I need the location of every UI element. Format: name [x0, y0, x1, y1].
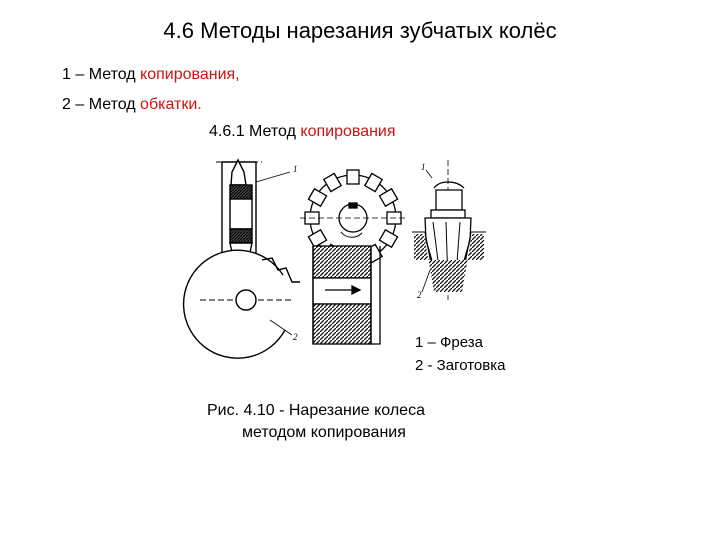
callout-label: 1: [293, 164, 298, 174]
callout-label: 2: [417, 290, 422, 300]
slide-title: 4.6 Методы нарезания зубчатых колёс: [163, 18, 557, 43]
module-cutter-illustration: [300, 170, 408, 344]
subheading-prefix: 4.6.1 Метод: [209, 123, 301, 140]
disc-cutter-illustration: [184, 160, 300, 358]
list-item-highlight: копирования,: [140, 66, 240, 83]
callout-label: 2: [293, 332, 298, 342]
list-item-highlight: обкатки.: [140, 96, 202, 113]
list-item-prefix: 2 – Метод: [62, 96, 141, 113]
subheading-highlight: копирования: [300, 123, 396, 140]
figure-caption-line1: Рис. 4.10 - Нарезание колеса: [207, 402, 425, 419]
figure-caption-line2: методом копирования: [242, 424, 406, 441]
legend-item-workpiece: 2 - Заготовка: [415, 357, 506, 374]
finger-cutter-illustration: [412, 160, 486, 300]
legend-item-cutter: 1 – Фреза: [415, 334, 483, 351]
callout-label: 1: [421, 162, 426, 172]
list-item-prefix: 1 – Метод: [62, 66, 141, 83]
